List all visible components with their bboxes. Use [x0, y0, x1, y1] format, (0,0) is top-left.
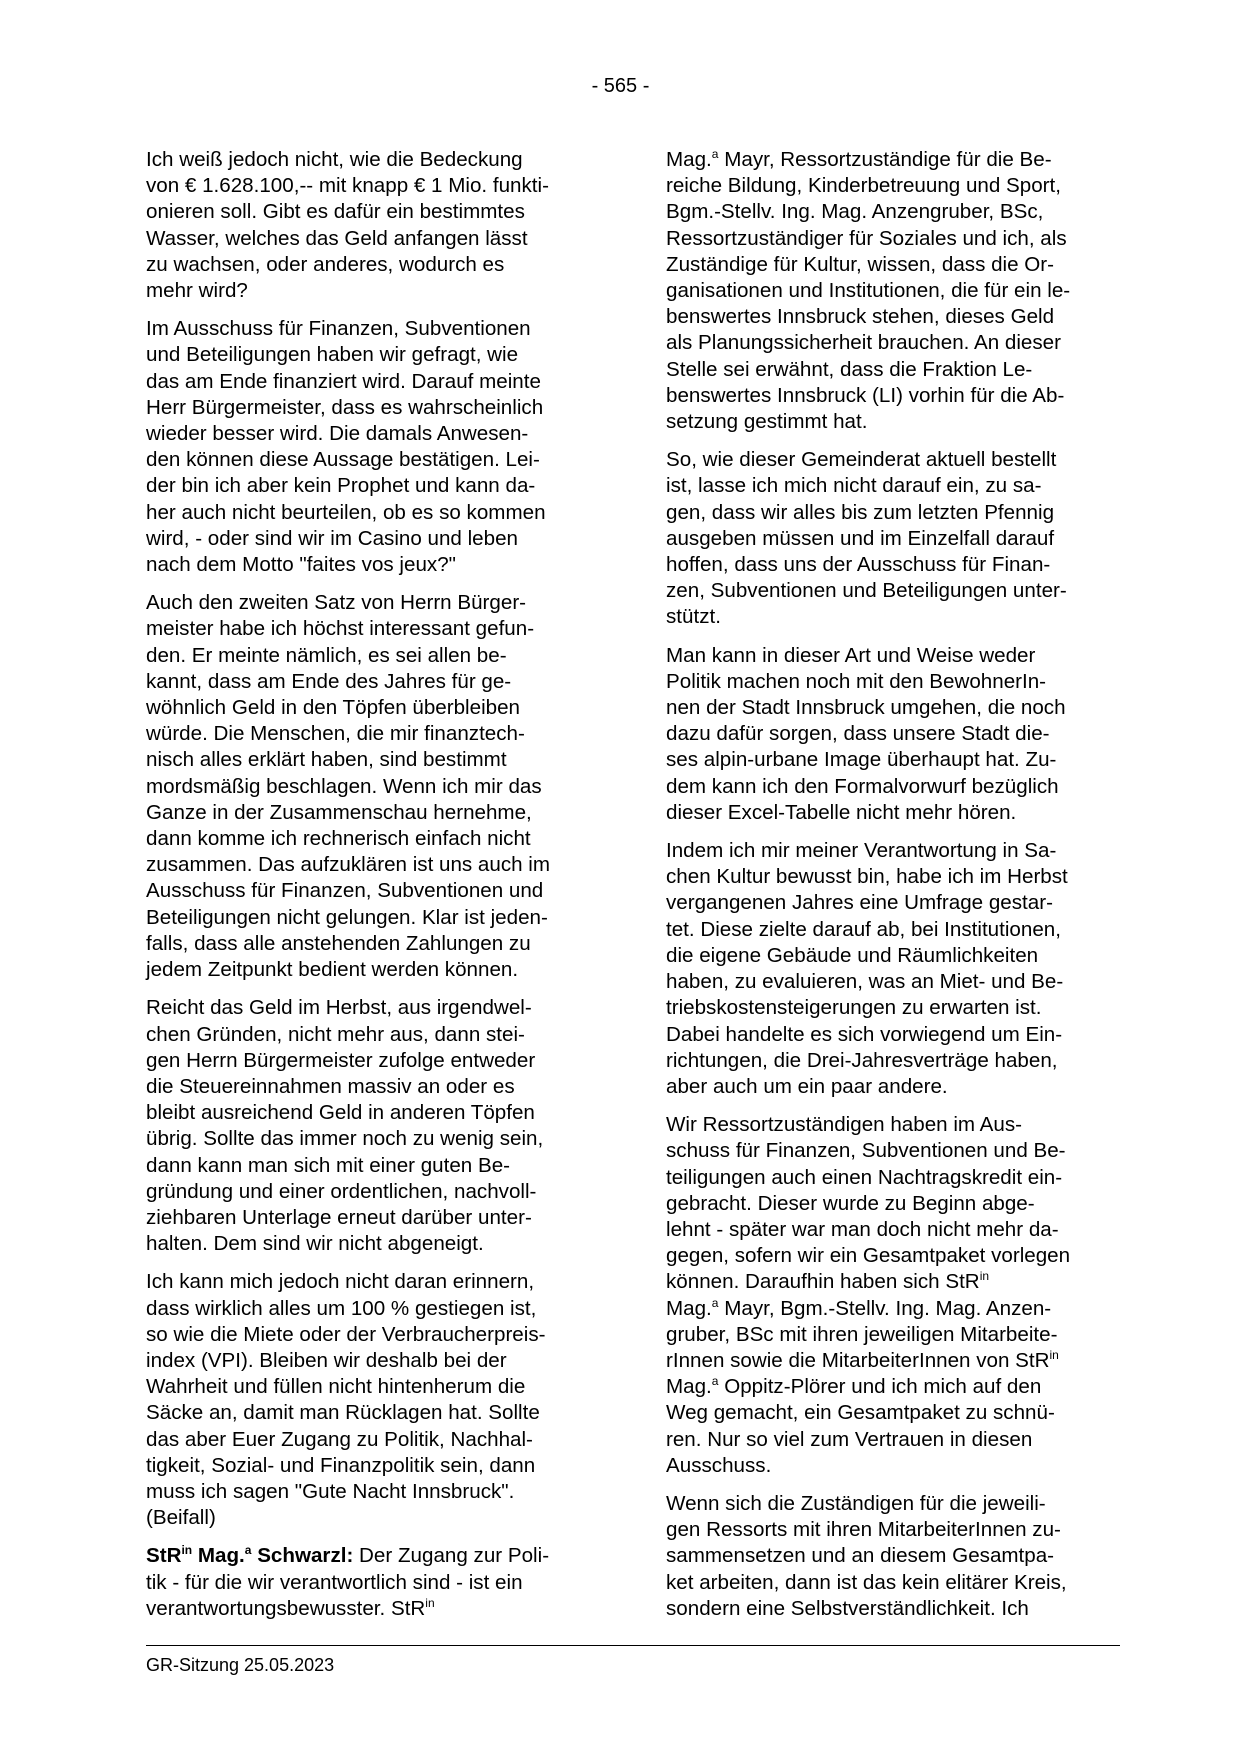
speaker-paragraph	[146, 1543, 600, 1622]
superscript: in	[979, 1269, 990, 1284]
speaker-name	[146, 1544, 353, 1567]
paragraph: Auch den zweiten Satz von Herrn Bürger- meister habe ich höchst interessant gefun- den. Er meinte nämlich, es sei allen be- kannt, dass am Ende des Jahres für ge- wöhnlich Geld in den Töpfen überbleiben würde. Die Menschen, die mir finanztech- nisch alles erklärt haben, sind bestimmt mordsmäßig beschlagen. Wenn ich mir das Ganze in der Zusammenschau hernehme, dann komme ich rechnerisch einfach nicht zusammen. Das aufzuklären ist uns auch im Ausschuss für Finanzen, Subventionen und Beteiligungen nicht gelungen. Klar ist jeden- falls, dass alle anstehenden Zahlungen zu jedem Zeitpunkt bedient werden können.	[146, 591, 551, 982]
footer-session-date: GR-Sitzung 25.05.2023	[146, 1655, 335, 1675]
text-run: Mag.	[666, 1296, 712, 1320]
superscript: a	[711, 1295, 719, 1310]
right-column	[666, 147, 1120, 1634]
paragraph: Man kann in dieser Art und Weise weder Politik machen noch mit den BewohnerIn- nen der Stadt Innsbruck umgehen, die noch dazu dafür sorgen, dass unsere Stadt die- ses alpin-urbane Image überhaupt hat. Zu- dem kann ich den Formalvorwurf bezüglich dieser Excel-Tabelle nicht mehr hören.	[666, 643, 1066, 824]
paragraph	[666, 147, 1120, 435]
paragraph: Indem ich mir meiner Verantwortung in Sa- chen Kultur bewusst bin, habe ich im Herbst vergangenen Jahres eine Umfrage gestar- tet. Diese zielte darauf ab, bei Institutionen, die eigene Gebäude und Räumlichkeiten haben, zu evaluieren, was an Miet- und Be- triebskostensteigerungen zu erwarten ist. Dabei handelte es sich vorwiegend um Ein- richtungen, die Drei-Jahresverträge haben, aber auch um ein paar andere.	[666, 839, 1068, 1098]
speaker-surname: Schwarzl:	[251, 1544, 354, 1568]
paragraph: Ich weiß jedoch nicht, wie die Bedeckung von € 1.628.100,-- mit knapp € 1 Mio. funkti- onieren soll. Gibt es dafür ein bestimmtes Wasser, welches das Geld anfangen lässt zu wachsen, oder anderes, wodurch es mehr wird?	[146, 148, 549, 303]
text-run: Mayr, Ressortzuständige für die Be- reiche Bildung, Kinderbetreuung und Sport, Bgm.-Stellv. Ing. Mag. Anzengruber, BSc, Ressortzuständiger für Soziales und ich, als Zuständige für Kultur, wissen, dass die Or- ganisationen und Institutionen, die für ein le- benswertes Innsbruck stehen, dieses Geld als Planungssicherheit brauchen. An dieser Stelle sei erwähnt, dass die Fraktion Le- benswertes Innsbruck (LI) vorhin für die Ab- setzung gestimmt hat.	[666, 148, 1071, 434]
left-column	[146, 147, 600, 1634]
paragraph: Ich kann mich jedoch nicht daran erinnern, dass wirklich alles um 100 % gestiegen ist, so wie die Miete oder der Verbraucherpreis- index (VPI). Bleiben wir deshalb bei der Wahrheit und füllen nicht hintenherum die Säcke an, damit man Rücklagen hat. Sollte das aber Euer Zugang zu Politik, Nachhal- tigkeit, Sozial- und Finanzpolitik sein, dann muss ich sagen "Gute Nacht Innsbruck". (Beifall)	[146, 1270, 546, 1530]
paragraph	[666, 1112, 1120, 1479]
speaker-title: StR	[146, 1544, 182, 1568]
text-run: Mag.	[666, 1375, 712, 1399]
superscript: a	[244, 1543, 252, 1558]
paragraph: Im Ausschuss für Finanzen, Subventionen und Beteiligungen haben wir gefragt, wie das am Ende finanziert wird. Darauf meinte Herr Bürgermeister, dass es wahrscheinlich wieder besser wird. Die damals Anwesen- den können diese Aussage bestätigen. Lei- der bin ich aber kein Prophet und kann da- her auch nicht beurteilen, ob es so kommen wird, - oder sind wir im Casino und leben nach dem Motto "faites vos jeux?"	[146, 317, 546, 577]
paragraph: So, wie dieser Gemeinderat aktuell bestellt ist, lasse ich mich nicht darauf ein, zu sa- gen, dass wir alles bis zum letzten Pfennig ausgeben müssen und im Einzelfall darauf hoffen, dass uns der Ausschuss für Finan- zen, Subventionen und Beteiligungen unter- stützt.	[666, 448, 1067, 629]
speech-text: Der Zugang zur Poli- tik - für die wir verantwortlich sind - ist ein verantwortungsbewusster. StR	[146, 1544, 550, 1620]
paragraph: Wenn sich die Zuständigen für die jeweili- gen Ressorts mit ihren MitarbeiterInnen zu- sammensetzen und an diesem Gesamtpa- ket arbeiten, dann ist das kein elitärer Kreis, sondern eine Selbstverständlichkeit. Ich	[666, 1491, 1067, 1620]
superscript: in	[425, 1595, 435, 1610]
text-run: Mag.	[666, 148, 712, 171]
superscript: in	[181, 1543, 193, 1558]
paragraph: Reicht das Geld im Herbst, aus irgendwel- chen Gründen, nicht mehr aus, dann stei- gen Herrn Bürgermeister zufolge entweder die Steuereinnahmen massiv an oder es bleibt ausreichend Geld in anderen Töpfen übrig. Sollte das immer noch zu wenig sein, dann kann man sich mit einer guten Be- gründung und einer ordentlichen, nachvoll- ziehbaren Unterlage erneut darüber unter- halten. Dem sind wir nicht abgeneigt.	[146, 996, 544, 1256]
speaker-degree: Mag.	[192, 1544, 245, 1568]
text-run: Wir Ressortzuständigen haben im Aus- schuss für Finanzen, Subventionen und Be- teiligungen auch einen Nachtragskredit ein- gebracht. Dieser wurde zu Beginn abge- lehnt - später war man doch nicht mehr da- gegen, sofern wir ein Gesamtpaket vorlegen können. Daraufhin haben sich StR	[666, 1113, 1071, 1294]
text-run: Oppitz-Plörer und ich mich auf den Weg gemacht, ein Gesamtpaket zu schnü- ren. Nur so viel zum Vertrauen in diesen Ausschuss.	[666, 1375, 1055, 1477]
superscript: a	[711, 1374, 719, 1389]
superscript: a	[711, 147, 719, 162]
page-number: - 565 -	[591, 75, 650, 97]
text-run: Mayr, Bgm.-Stellv. Ing. Mag. Anzen- gruber, BSc mit ihren jeweiligen Mitarbeite- rInnen sowie die MitarbeiterInnen von StR	[666, 1296, 1058, 1372]
footer-divider	[146, 1645, 1120, 1646]
superscript: in	[1049, 1348, 1059, 1363]
